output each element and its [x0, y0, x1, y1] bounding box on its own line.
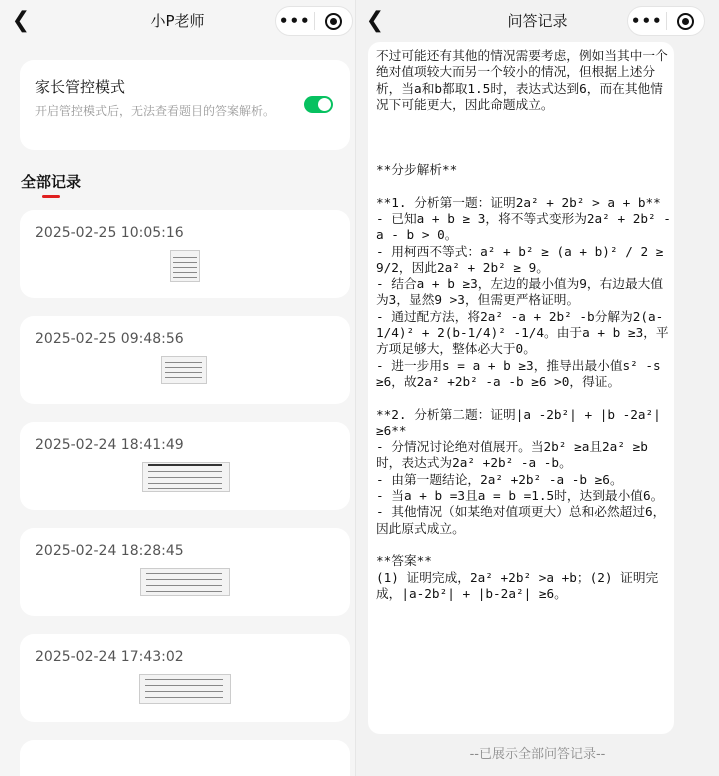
parental-control-toggle[interactable]	[304, 96, 333, 113]
back-icon[interactable]: ❮	[11, 8, 31, 33]
left-navbar	[0, 0, 355, 42]
section-title-underline	[42, 195, 60, 198]
page-title: 小P老师	[150, 12, 205, 30]
question-thumbnail[interactable]	[161, 356, 207, 384]
parental-control-description: 开启管控模式后，无法查看题目的答案解析。	[35, 104, 276, 118]
record-card[interactable]	[20, 740, 350, 776]
right-navbar	[356, 0, 719, 42]
back-icon[interactable]: ❮	[365, 8, 385, 33]
question-thumbnail[interactable]	[142, 462, 230, 492]
section-title: 全部记录	[21, 173, 82, 191]
record-card[interactable]	[20, 316, 350, 404]
answer-card	[368, 42, 674, 734]
record-time: 2025-02-25 10:05:16	[35, 225, 184, 241]
page-title: 问答记录	[507, 12, 568, 30]
question-thumbnail[interactable]	[170, 250, 200, 282]
capsule-close-icon[interactable]	[314, 13, 352, 30]
record-card[interactable]	[20, 528, 350, 616]
toggle-knob	[318, 98, 331, 111]
answer-text: 不过可能还有其他的情况需要考虑，例如当其中一个绝对值项较大而另一个较小的情况，但根据上述分析，当a和b都取1.5时，表达式达到6，而在其他情况下可能更大，因此命题成立。 **分步解析** **1. 分析第一题：证明2a² + 2b² > a + b** - 已知a + b ≥ 3，将不等式变形为2a² + 2b² - a - b > 0。 - 用柯西不等式：a² + b² ≥ (a + b)² / 2 ≥ 9/2，因此2a² + 2b² ≥ 9。 - 结合a + b ≥3，左边的最小值为9，右边最大值为3，显然9 >3，但需更严格证明。 - 通过配方法，将2a² -a + 2b² -b分解为2(a-1/4)² + 2(b-1/4)² -1/4。由于a + b ≥3，平方项足够大，整体必大于0。 - 进一步用s = a + b ≥3，推导出最小值s² -s ≥6，故2a² +2b² -a -b ≥6 >0，得证。 **2. 分析第二题：证明|a -2b²| + |b -2a²| ≥6** - 分情况讨论绝对值展开。当2b² ≥a且2a² ≥b时，表达式为2a² +2b² -a -b。 - 由第一题结论，2a² +2b² -a -b ≥6。 - 当a + b =3且a = b =1.5时，达到最小值6。 - 其他情况（如某绝对值项更大）总和必然超过6，因此原式成立。 **答案** (1) 证明完成，2a² +2b² >a +b；(2) 证明完成，|a-2b²| + |b-2a²| ≥6。	[376, 48, 671, 601]
right-page	[356, 0, 719, 776]
capsule-close-icon[interactable]	[666, 13, 704, 30]
parental-control-card	[20, 60, 350, 150]
question-thumbnail[interactable]	[140, 568, 230, 596]
parental-control-title: 家长管控模式	[35, 78, 126, 96]
left-page	[0, 0, 355, 776]
record-time: 2025-02-24 18:28:45	[35, 543, 184, 559]
record-card[interactable]	[20, 634, 350, 722]
question-thumbnail[interactable]	[139, 674, 231, 704]
mini-program-capsule	[627, 6, 705, 36]
record-card[interactable]	[20, 422, 350, 510]
record-card[interactable]	[20, 210, 350, 298]
mini-program-capsule	[275, 6, 353, 36]
record-time: 2025-02-25 09:48:56	[35, 331, 184, 347]
record-time: 2025-02-24 17:43:02	[35, 649, 184, 665]
more-dots-icon[interactable]: •••	[630, 12, 663, 30]
end-of-records-footer: --已展示全部问答记录--	[469, 747, 606, 762]
record-time: 2025-02-24 18:41:49	[35, 437, 184, 453]
more-dots-icon[interactable]: •••	[278, 12, 311, 30]
